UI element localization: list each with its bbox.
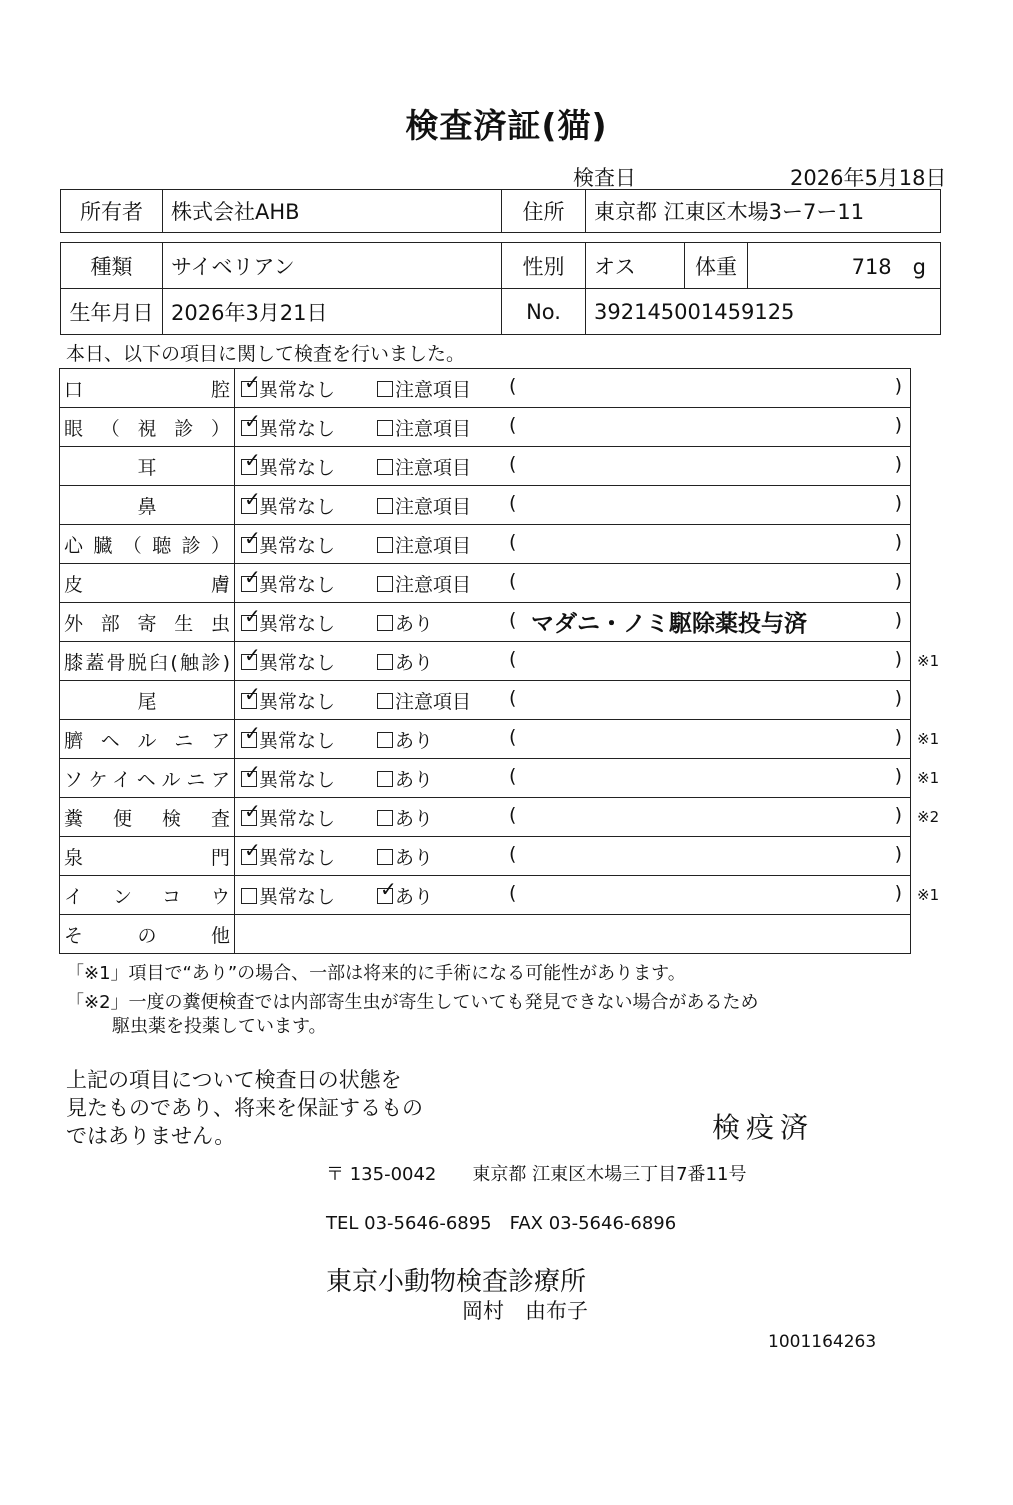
option-label: 異常なし (259, 730, 336, 752)
disclaimer (66, 1066, 423, 1150)
checkbox-icon[interactable] (377, 877, 397, 904)
option-label: あり (395, 808, 434, 830)
option-label: あり (395, 730, 434, 752)
option-concern[interactable] (377, 609, 433, 636)
document-number: 1001164263 (768, 1332, 877, 1352)
checkbox-icon[interactable] (241, 487, 261, 514)
checkbox-icon[interactable] (241, 888, 257, 904)
sex-label: 性別 (502, 243, 586, 289)
checkmark-icon: ✓ (244, 682, 261, 706)
paren-close: ) (894, 648, 902, 670)
owner-value: 株式会社AHB (163, 190, 502, 233)
checkmark-icon: ✓ (244, 370, 261, 394)
checkup-options (235, 720, 911, 759)
paren-open: ( (509, 765, 517, 787)
owner-label: 所有者 (61, 190, 163, 233)
paren-close: ) (894, 375, 902, 397)
checkbox-icon[interactable] (377, 381, 393, 397)
option-label: 注意項目 (395, 691, 472, 713)
paren-close: ) (894, 765, 902, 787)
checkmark-icon: ✓ (244, 448, 261, 472)
reference-mark: ※1 (917, 769, 940, 787)
footnote-2: 「※2」一度の糞便検査では内部寄生虫が寄生していても発見できない場合があるため (66, 992, 759, 1013)
checkbox-icon[interactable] (241, 838, 261, 865)
checkup-options (235, 525, 911, 564)
disclaimer-line: 上記の項目について検査日の状態を (66, 1068, 402, 1092)
option-label: 異常なし (259, 847, 336, 869)
paren-open: ( (509, 609, 517, 631)
option-normal[interactable] (241, 682, 336, 714)
option-concern[interactable] (377, 877, 434, 909)
address-label: 住所 (502, 190, 586, 233)
option-normal[interactable] (241, 882, 335, 909)
option-concern[interactable] (377, 765, 433, 792)
option-label: 注意項目 (395, 535, 472, 557)
checkmark-icon: ✓ (244, 604, 261, 628)
checkbox-icon[interactable] (377, 810, 393, 826)
option-label: 異常なし (259, 418, 336, 440)
other-label: その他 (60, 915, 235, 954)
exam-date-value: 2026年5月18日 (790, 166, 947, 190)
paren-open: ( (509, 726, 517, 748)
option-normal[interactable] (241, 370, 336, 402)
checkbox-icon[interactable] (377, 654, 393, 670)
paren-close: ) (894, 453, 902, 475)
checkbox-icon[interactable] (377, 459, 393, 475)
reference-mark: ※1 (917, 730, 940, 749)
checkup-options (235, 837, 911, 876)
sex-value: オス (586, 243, 685, 289)
paren-open: ( (509, 570, 517, 592)
clinic-address: 〒 135-0042 東京都 江東区木場三丁目7番11号 (326, 1164, 747, 1185)
paren-open: ( (509, 414, 517, 436)
checkup-options (235, 447, 911, 486)
paren-open: ( (509, 804, 517, 826)
option-concern[interactable] (377, 531, 471, 558)
animal-table (60, 242, 941, 335)
checkup-row (60, 486, 911, 525)
footnote-1: 「※1」項目で“あり”の場合、一部は将来的に手術になる可能性があります。 (66, 963, 686, 984)
paren-open: ( (509, 843, 517, 865)
option-normal[interactable] (241, 604, 336, 636)
option-label: あり (395, 769, 434, 791)
paren-close: ) (894, 843, 902, 865)
number-value: 392145001459125 (586, 289, 941, 335)
option-normal[interactable] (241, 643, 336, 675)
option-concern[interactable] (377, 453, 471, 480)
checkup-table (59, 368, 911, 954)
checkup-row (60, 564, 911, 603)
paren-close: ) (894, 531, 902, 553)
checkup-row (60, 681, 911, 720)
paren-close: ) (894, 570, 902, 592)
checkbox-icon[interactable] (241, 448, 261, 475)
paren-close: ) (894, 726, 902, 748)
checkbox-icon[interactable] (241, 526, 261, 553)
checkup-options (235, 798, 911, 837)
checkup-item-name: 尾 (60, 681, 235, 720)
checkup-item-name: 皮 膚 (60, 564, 235, 603)
option-label: 異常なし (259, 808, 336, 830)
option-label: あり (395, 847, 434, 869)
option-concern[interactable] (377, 687, 471, 714)
checkbox-icon[interactable] (241, 721, 261, 748)
footnote-2-continued: 駆虫薬を投薬しています。 (112, 1016, 327, 1037)
clinic-phone-fax: TEL 03-5646-6895 FAX 03-5646-6896 (326, 1213, 677, 1234)
checkup-item-name: 口 腔 (60, 369, 235, 408)
veterinarian-name: 岡村 由布子 (462, 1299, 588, 1323)
option-label: あり (395, 886, 434, 908)
checkbox-icon[interactable] (377, 576, 393, 592)
species-value: サイベリアン (163, 243, 502, 289)
paren-open: ( (509, 882, 517, 904)
option-normal[interactable] (241, 487, 336, 519)
checkup-row (60, 876, 911, 915)
option-normal[interactable] (241, 409, 336, 441)
option-concern[interactable] (377, 804, 433, 831)
checkbox-icon[interactable] (377, 849, 393, 865)
checkbox-icon[interactable] (377, 771, 393, 787)
birth-value: 2026年3月21日 (163, 289, 502, 335)
checkup-options (235, 564, 911, 603)
checkup-options (235, 486, 911, 525)
checkbox-icon[interactable] (377, 615, 393, 631)
paren-close: ) (894, 687, 902, 709)
disclaimer-line: ではありません。 (66, 1124, 236, 1148)
option-label: 注意項目 (395, 496, 472, 518)
option-normal[interactable] (241, 448, 336, 480)
other-notes-field[interactable] (235, 915, 911, 954)
paren-open: ( (509, 687, 517, 709)
checkbox-icon[interactable] (241, 409, 261, 436)
checkmark-icon: ✓ (244, 487, 261, 511)
birth-label: 生年月日 (61, 289, 163, 335)
paren-close: ) (894, 804, 902, 826)
checkbox-icon[interactable] (241, 799, 261, 826)
option-label: 注意項目 (395, 418, 472, 440)
intro-text: 本日、以下の項目に関して検査を行いました。 (66, 343, 466, 365)
checkup-row (60, 642, 911, 681)
option-label: あり (395, 652, 434, 674)
checkup-item-name: 糞便検査 (60, 798, 235, 837)
checkup-row-other (60, 915, 911, 954)
option-normal[interactable] (241, 760, 336, 792)
checkbox-icon[interactable] (241, 760, 261, 787)
checkbox-icon[interactable] (377, 420, 393, 436)
checkbox-icon[interactable] (377, 537, 393, 553)
paren-open: ( (509, 531, 517, 553)
checkmark-icon: ✓ (244, 760, 261, 784)
option-normal[interactable] (241, 838, 336, 870)
option-normal[interactable] (241, 565, 336, 597)
paren-open: ( (509, 492, 517, 514)
checkbox-icon[interactable] (241, 604, 261, 631)
option-label: 異常なし (259, 613, 336, 635)
option-concern[interactable] (377, 843, 433, 870)
option-label: 異常なし (259, 496, 336, 518)
checkmark-icon: ✓ (380, 877, 397, 901)
option-label: 注意項目 (395, 574, 472, 596)
option-label: 異常なし (259, 574, 336, 596)
option-concern[interactable] (377, 726, 433, 753)
option-concern[interactable] (377, 375, 471, 402)
checkmark-icon: ✓ (244, 721, 261, 745)
page-title: 検査済証(猫) (405, 106, 608, 145)
option-label: 異常なし (259, 535, 336, 557)
option-label: 異常なし (259, 652, 336, 674)
checkmark-icon: ✓ (244, 838, 261, 862)
checkup-row (60, 798, 911, 837)
option-concern[interactable] (377, 414, 471, 441)
paren-close: ) (894, 414, 902, 436)
option-concern[interactable] (377, 492, 471, 519)
checkbox-icon[interactable] (377, 693, 393, 709)
reference-mark: ※1 (917, 885, 940, 904)
option-label: 異常なし (259, 769, 336, 791)
exam-date-label: 検査日 (573, 166, 636, 190)
checkup-item-name: 耳 (60, 447, 235, 486)
checkup-item-name: インコウ (60, 876, 235, 915)
checkup-item-name: 心臓（聴診） (60, 525, 235, 564)
option-normal[interactable] (241, 526, 336, 558)
checkup-item-name: 臍ヘルニア (60, 720, 235, 759)
option-concern[interactable] (377, 648, 433, 675)
option-label: 異常なし (259, 886, 336, 908)
checkup-row (60, 720, 911, 759)
paren-open: ( (509, 375, 517, 397)
option-label: 異常なし (259, 379, 336, 401)
checkbox-icon[interactable] (241, 370, 261, 397)
quarantine-stamp: 検疫済 (712, 1111, 815, 1144)
checkup-item-name: ソケイヘルニア (60, 759, 235, 798)
checkup-options (235, 876, 911, 915)
option-normal[interactable] (241, 799, 336, 831)
option-label: 異常なし (259, 691, 336, 713)
disclaimer-line: 見たものであり、将来を保証するもの (66, 1096, 423, 1120)
paren-close: ) (894, 492, 902, 514)
checkup-row (60, 369, 911, 408)
checkup-item-name: 泉 門 (60, 837, 235, 876)
paren-close: ) (894, 882, 902, 904)
checkbox-icon[interactable] (241, 565, 261, 592)
checkup-item-name: 眼（視診） (60, 408, 235, 447)
checkmark-icon: ✓ (244, 409, 261, 433)
checkmark-icon: ✓ (244, 643, 261, 667)
checkup-item-name: 鼻 (60, 486, 235, 525)
checkup-row (60, 837, 911, 876)
checkup-options (235, 408, 911, 447)
checkup-row (60, 759, 911, 798)
weight-label: 体重 (685, 243, 748, 289)
option-label: 注意項目 (395, 457, 472, 479)
checkup-item-name: 膝蓋骨脱臼(触診) (60, 642, 235, 681)
checkup-row (60, 408, 911, 447)
weight-value: 718 g (748, 243, 941, 289)
checkup-options (235, 642, 911, 681)
checkmark-icon: ✓ (244, 526, 261, 550)
clinic-name: 東京小動物検査診療所 (326, 1267, 587, 1297)
checkbox-icon[interactable] (241, 643, 261, 670)
reference-mark: ※2 (917, 807, 940, 826)
checkbox-icon[interactable] (241, 682, 261, 709)
option-label: 異常なし (259, 457, 336, 479)
option-label: 注意項目 (395, 379, 472, 401)
paren-open: ( (509, 648, 517, 670)
option-label: あり (395, 613, 434, 635)
owner-table (60, 189, 941, 233)
checkup-options (235, 759, 911, 798)
reference-mark: ※1 (917, 652, 940, 671)
checkup-row (60, 603, 911, 642)
checkup-item-name: 外部寄生虫 (60, 603, 235, 642)
checkmark-icon: ✓ (244, 565, 261, 589)
species-label: 種類 (61, 243, 163, 289)
checkbox-icon[interactable] (377, 498, 393, 514)
checkup-options (235, 681, 911, 720)
checkup-options (235, 603, 911, 642)
checkup-note: マダニ・ノミ駆除薬投与済 (531, 611, 807, 637)
checkup-options (235, 369, 911, 408)
option-concern[interactable] (377, 570, 471, 597)
checkmark-icon: ✓ (244, 799, 261, 823)
address-value: 東京都 江東区木場3ー7ー11 (586, 190, 941, 233)
checkbox-icon[interactable] (377, 732, 393, 748)
paren-close: ) (894, 609, 902, 631)
checkup-row (60, 447, 911, 486)
checkup-row (60, 525, 911, 564)
number-label: No. (502, 289, 586, 335)
option-normal[interactable] (241, 721, 336, 753)
paren-open: ( (509, 453, 517, 475)
